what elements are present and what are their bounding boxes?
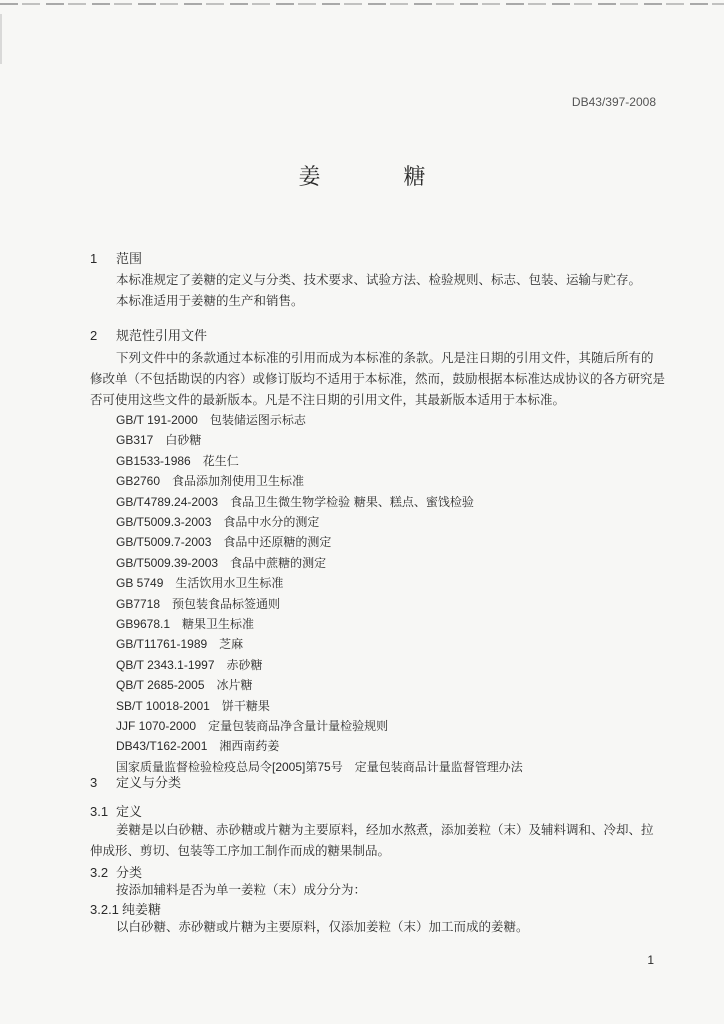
reference-code: SB/T 10018-2001 [116, 698, 210, 713]
reference-item [116, 574, 283, 591]
reference-name: 糖果卫生标准 [182, 617, 255, 631]
reference-item [116, 676, 253, 693]
section-3-1-heading: 3.1 定义 [90, 804, 143, 820]
scan-edge-line [0, 3, 724, 5]
section-3-1-text-2: 伸成形、剪切、包装等工序加工制作而成的糖果制品。 [90, 843, 391, 858]
reference-item [116, 513, 319, 530]
reference-name: 食品中水分的测定 [223, 515, 320, 529]
reference-code: GB/T5009.39-2003 [116, 555, 219, 570]
section-2-text-3: 否可使用这些文件的最新版本。凡是不注日期的引用文件，其最新版本适用于本标准。 [90, 392, 566, 407]
reference-code: GB1533-1986 [116, 453, 191, 468]
section-3-2-1-text: 以白砂糖、赤砂糖或片糖为主要原料，仅添加姜粒（末）加工而成的姜糖。 [116, 919, 529, 934]
reference-item [116, 431, 201, 448]
section-1-text-2: 本标准适用于姜糖的生产和销售。 [116, 293, 304, 308]
section-3-2-heading: 3.2 分类 [90, 865, 143, 881]
reference-code: GB7718 [116, 596, 161, 611]
reference-name: 定量包装商品计量监督管理办法 [354, 759, 523, 774]
section-3-2-1-heading: 3.2.1 纯姜糖 [90, 902, 162, 918]
reference-name: 湘西南药姜 [219, 739, 280, 754]
reference-name: 包装储运图示标志 [209, 413, 306, 427]
reference-name: 赤砂糖 [226, 657, 263, 672]
page-number: 1 [647, 953, 654, 967]
reference-code: 国家质量监督检验检疫总局令[2005]第75号 [116, 759, 343, 774]
section-2-text-1: 下列文件中的条款通过本标准的引用而成为本标准的条款。凡是注日期的引用文件，其随后所有的 [116, 350, 654, 365]
reference-name: 食品中还原糖的测定 [223, 535, 332, 550]
reference-code: GB2760 [116, 474, 161, 489]
reference-code: GB/T 191-2000 [116, 413, 198, 427]
reference-name: 白砂糖 [165, 433, 202, 448]
reference-code: QB/T 2685-2005 [116, 678, 205, 693]
section-2-text-2: 修改单（不包括勘误的内容）或修订版均不适用于本标准，然而，鼓励根据本标准达成协议的各方研究是 [90, 371, 666, 386]
reference-item [116, 554, 326, 571]
reference-code: QB/T 2343.1-1997 [116, 657, 215, 672]
reference-name: 预包装食品标签通则 [172, 596, 281, 611]
reference-item [116, 411, 306, 428]
reference-code: GB317 [116, 433, 154, 448]
reference-item [116, 717, 388, 734]
scan-margin-mark [0, 14, 20, 64]
section-1-text-1: 本标准规定了姜糖的定义与分类、技术要求、试验方法、检验规则、标志、包装、运输与贮存。 [116, 272, 642, 287]
standard-code: DB43/397-2008 [571, 95, 656, 109]
reference-item [116, 697, 270, 714]
reference-item [116, 472, 304, 489]
reference-name: 食品卫生微生物学检验 糖果、糕点、蜜饯检验 [230, 494, 474, 509]
section-3-1-text-1: 姜糖是以白砂糖、赤砂糖或片糖为主要原料，经加水熬煮，添加姜粒（末）及辅料调和、冷却、拉 [116, 822, 654, 837]
reference-name: 食品中蔗糖的测定 [230, 555, 327, 570]
reference-item [116, 493, 474, 510]
reference-code: GB/T5009.3-2003 [116, 515, 212, 529]
reference-name: 芝麻 [219, 637, 244, 652]
section-1-heading: 1 范围 [90, 251, 143, 267]
reference-item [116, 635, 243, 652]
section-3-heading: 3 定义与分类 [90, 775, 182, 791]
reference-name: 花生仁 [202, 453, 239, 468]
reference-name: 饼干糖果 [221, 698, 270, 713]
reference-name: 定量包装商品净含量计量检验规则 [208, 719, 389, 733]
reference-item [116, 533, 331, 550]
reference-code: GB/T4789.24-2003 [116, 494, 219, 509]
reference-name: 冰片糖 [216, 678, 253, 693]
reference-name: 生活饮用水卫生标准 [175, 576, 284, 591]
reference-item [116, 656, 263, 673]
document-title: 姜 糖 [298, 165, 464, 190]
reference-code: GB 5749 [116, 576, 164, 591]
reference-item [116, 615, 254, 632]
section-2-heading: 2 规范性引用文件 [90, 328, 208, 344]
reference-code: DB43/T162-2001 [116, 739, 208, 754]
reference-code: GB/T5009.7-2003 [116, 535, 212, 550]
reference-code: GB/T11761-1989 [116, 637, 208, 652]
reference-item [116, 737, 279, 754]
reference-code: JJF 1070-2000 [116, 719, 197, 733]
section-3-2-text: 按添加辅料是否为单一姜粒（末）成分分为： [116, 882, 367, 897]
reference-item [116, 452, 239, 469]
reference-code: GB9678.1 [116, 617, 171, 631]
reference-item [116, 595, 280, 612]
reference-name: 食品添加剂使用卫生标准 [172, 474, 305, 489]
